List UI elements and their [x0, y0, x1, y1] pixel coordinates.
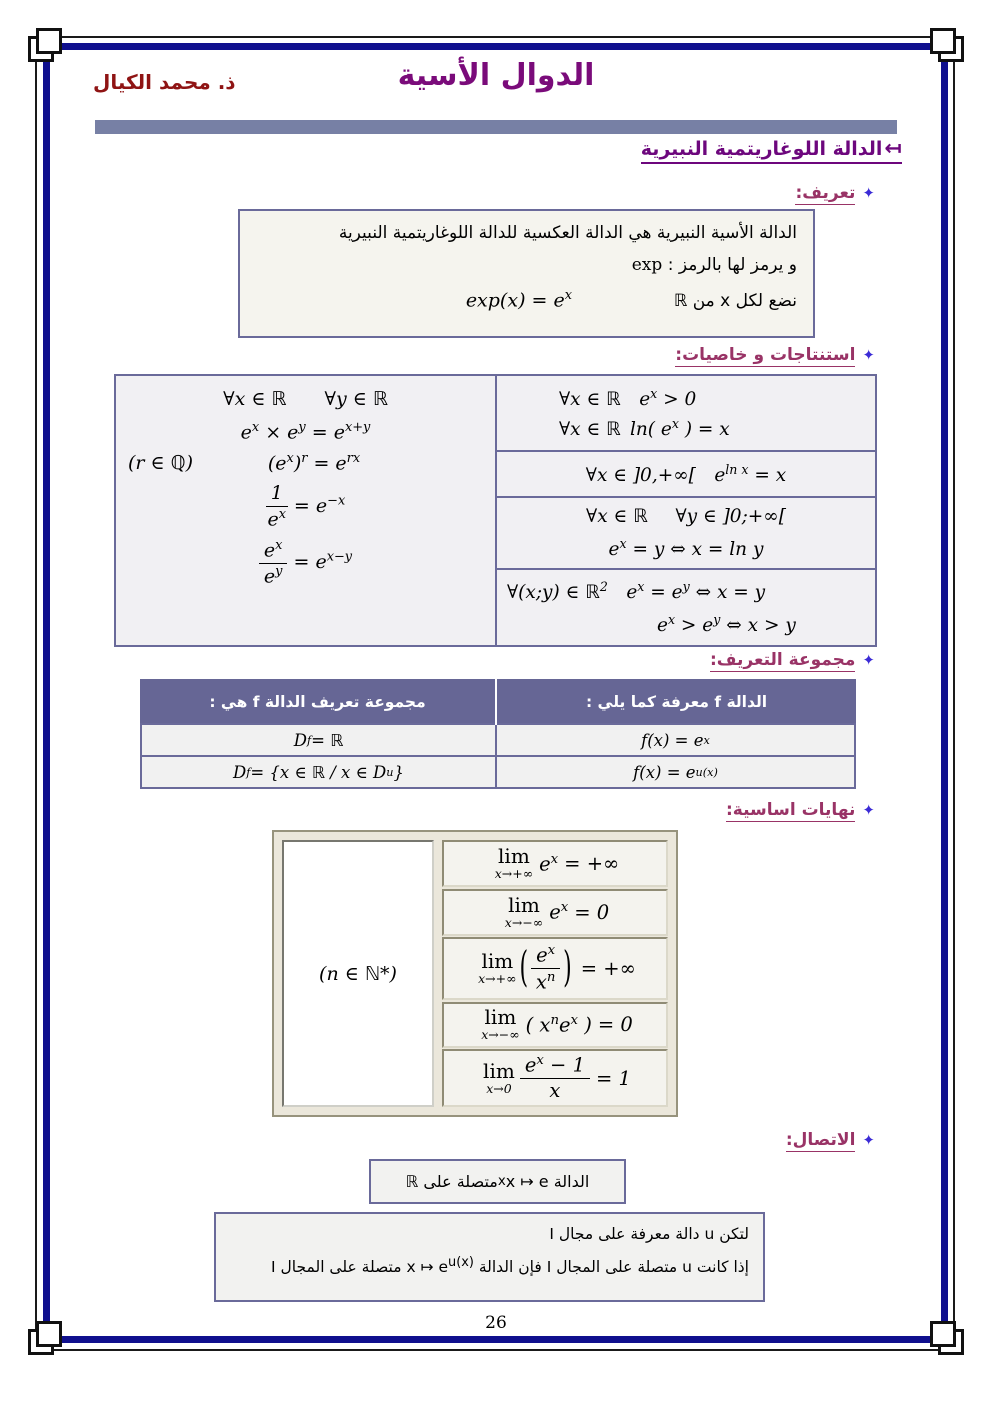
properties-cell-order: ∀(x;y) ∈ ℝ$^2$ $e^x = e^y$ ⇔ x = y $e^x > e^y$ ⇔ x > y	[495, 568, 877, 647]
limit-row: lim x→0 $\frac{e^x - 1}{x}$ = 1	[442, 1049, 668, 1107]
continuity-box-2	[214, 1212, 765, 1302]
domain-header-left: مجموعة تعريف الدالة f هي :	[140, 679, 497, 725]
definition-line-3: نضع لكل x من ℝ $\exp(x) = e^x$	[465, 288, 797, 312]
properties-cell-equivalence-ln: ∀x ∈ ℝ ∀y ∈ ]0;+∞[ $e^x = y$ ⇔ x = ln y	[495, 496, 877, 570]
diamond-bullet-icon: ✦	[862, 651, 875, 669]
domain-table	[140, 679, 856, 789]
diamond-bullet-icon: ✦	[862, 801, 875, 819]
continuity-line-1: لتكن u دالة معرفة على مجال I	[549, 1225, 749, 1243]
heading-limits: ✦نهايات اساسية:	[725, 800, 875, 820]
formula-forall-xy: ∀x ∈ ℝ ∀y ∈ ℝ	[223, 388, 388, 410]
header-rule	[95, 120, 897, 134]
limit-row: lim x→+∞ $e^x$ = +∞	[442, 840, 668, 887]
section-title	[641, 136, 902, 164]
properties-cell-positivity: ∀x ∈ ℝ $e^x > 0$ ∀x ∈ ℝ ln( $e^x$ ) = x	[495, 374, 877, 452]
properties-left-cell	[114, 374, 497, 647]
formula-quotient: $\frac{e^x}{e^y}$ = $e^{x-y}$	[259, 539, 352, 588]
page-title: الدوال الأسية	[397, 58, 595, 93]
left-arrow-icon: ↤	[884, 136, 902, 160]
limits-table	[272, 830, 678, 1117]
page-number: 26	[485, 1313, 507, 1333]
limit-row: lim x→+∞ ( $\frac{e^x}{x^n}$ ) = +∞	[442, 937, 668, 1000]
formula-inverse: $\frac{1}{e^x}$ = $e^{-x}$	[267, 481, 346, 530]
continuity-line-2: إذا كانت u متصلة على المجال I فإن الدالة x ↦ $e^{u(x)}$ متصلة على المجال I	[271, 1255, 749, 1277]
border-corner-ornament	[36, 28, 62, 54]
heading-domain: ✦مجموعة التعريف:	[710, 650, 875, 670]
border-corner-ornament	[930, 28, 956, 54]
domain-table-header	[140, 679, 856, 725]
limit-row: lim x→−∞ ( $x^ne^x$ ) = 0	[442, 1002, 668, 1048]
properties-cell-eln: ∀x ∈ ]0,+∞[ $e^{ln x} = x$	[495, 450, 877, 498]
diamond-bullet-icon: ✦	[862, 184, 875, 202]
properties-table	[114, 374, 877, 647]
domain-table-row: D f = ℝ f(x) = e x	[140, 723, 856, 757]
domain-table-row: D f = {x ∈ ℝ / x ∈ D u } f(x) = e u(x)	[140, 755, 856, 789]
author-name: ذ. محمد الكيال	[93, 70, 236, 94]
limits-condition-cell: (n ∈ ℕ*)	[282, 840, 434, 1107]
definition-line-2: و يرمز لها بالرمز : exp	[631, 255, 797, 275]
diamond-bullet-icon: ✦	[862, 1131, 875, 1149]
formula-power: (r ∈ ℚ) $(e^x)^r = e^{rx}$	[128, 451, 361, 475]
exp-formula: $\exp(x) = e^x$	[465, 288, 572, 312]
definition-box	[238, 209, 815, 338]
exp-symbol: exp	[631, 255, 663, 275]
limit-row: lim x→−∞ $e^x$ = 0	[442, 889, 668, 936]
section-title-text: الدالة اللوغاريتمية النبيرية	[640, 138, 883, 160]
definition-line-1: الدالة الأسية النبيرية هي الدالة العكسية للدالة اللوغاريتمية النبيرية	[338, 223, 797, 243]
limits-list	[442, 840, 668, 1107]
heading-properties: ✦استنتاجات و خاصيات:	[675, 345, 875, 365]
diamond-bullet-icon: ✦	[862, 346, 875, 364]
formula-product: $e^x \times e^y = e^{x+y}$	[240, 420, 371, 444]
domain-header-right: الدالة f معرفة كما يلي :	[585, 693, 768, 711]
heading-continuity: ✦الاتصال:	[785, 1130, 875, 1150]
heading-definition: ✦تعريف:	[795, 183, 875, 203]
continuity-box-1: الدالة x ↦ e x متصلة على ℝ	[369, 1159, 626, 1204]
